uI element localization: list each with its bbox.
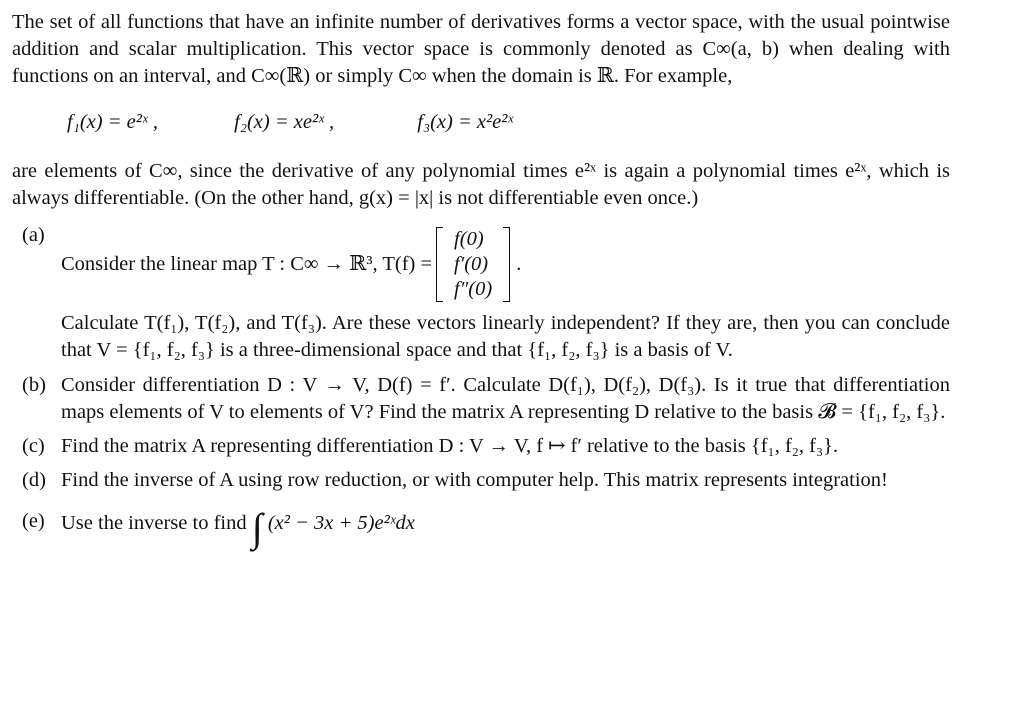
- part-c-label: (c): [22, 435, 45, 457]
- middle-paragraph: are elements of C∞, since the derivative of any polynomial times e²ˣ is again a polynomial times e²ˣ, which is always differentiable. (On the other hand, g(x) = |x| is not differentiable even once.): [12, 160, 950, 209]
- intro-paragraph: The set of all functions that have an infinite number of derivatives forms a vector space, with the usual pointwise addition and scalar multiplication. This vector space is commonly denoted as C∞(a, b) when dealing with functions on an interval, and C∞(ℝ) or simply C∞ when the domain is ℝ. For example,: [12, 11, 950, 87]
- problem-page: [12, 9, 950, 548]
- part-d-label: (d): [22, 469, 46, 491]
- vector-entry-f0: f(0): [454, 227, 484, 250]
- part-c-text: Find the matrix A representing differentiation D : V → V, f ↦ f′ relative to the basis {f₁, f₂, f₃}.: [61, 435, 839, 457]
- vector-entry-f2prime0: f″(0): [454, 277, 493, 300]
- function-f3: f₃(x) = x²e²ˣ: [417, 111, 514, 133]
- integral-sign: ∫: [251, 505, 263, 550]
- integrand: (x² − 3x + 5)e²ˣdx: [267, 512, 415, 534]
- function-f1: f₁(x) = e²ˣ ,: [67, 111, 158, 133]
- part-e-lead: Use the inverse to find: [61, 512, 247, 534]
- part-a-text: Calculate T(f₁), T(f₂), and T(f₃). Are these vectors linearly independent? If they are, then you can conclude that V = {f₁, f₂, f₃} is a three-dimensional space and that {f₁, f₂, f₃} is a basis of V.: [61, 312, 950, 361]
- example-functions: [67, 96, 950, 148]
- right-bracket: [503, 227, 510, 302]
- part-e-line: [61, 505, 950, 550]
- part-b-label: (b): [22, 374, 46, 396]
- function-f2: f₂(x) = xe²ˣ ,: [234, 111, 335, 133]
- left-bracket: [436, 227, 443, 302]
- part-c: [12, 433, 950, 460]
- part-d: [12, 467, 950, 494]
- part-a-lead: Consider the linear map T : C∞ → ℝ³, T(f) =: [61, 252, 433, 275]
- part-b: [12, 372, 950, 426]
- part-a-vector-tail: .: [516, 252, 522, 275]
- part-d-text: Find the inverse of A using row reduction, or with computer help. This matrix represents integration!: [61, 469, 888, 491]
- part-e: [12, 505, 950, 550]
- vector-entry-f1prime0: f′(0): [454, 252, 489, 275]
- part-a: [12, 222, 950, 364]
- derivative-vector: [436, 227, 510, 302]
- part-e-label: (e): [22, 510, 45, 532]
- part-b-text: Consider differentiation D : V → V, D(f) = f′. Calculate D(f₁), D(f₂), D(f₃). Is it true that differentiation maps elements of V to elements of V? Find the matrix A representing D relative to the basis 𝓑 = {f₁, f₂, f₃}.: [61, 374, 950, 423]
- part-a-label: (a): [22, 224, 45, 246]
- part-a-map-line: [12, 222, 901, 306]
